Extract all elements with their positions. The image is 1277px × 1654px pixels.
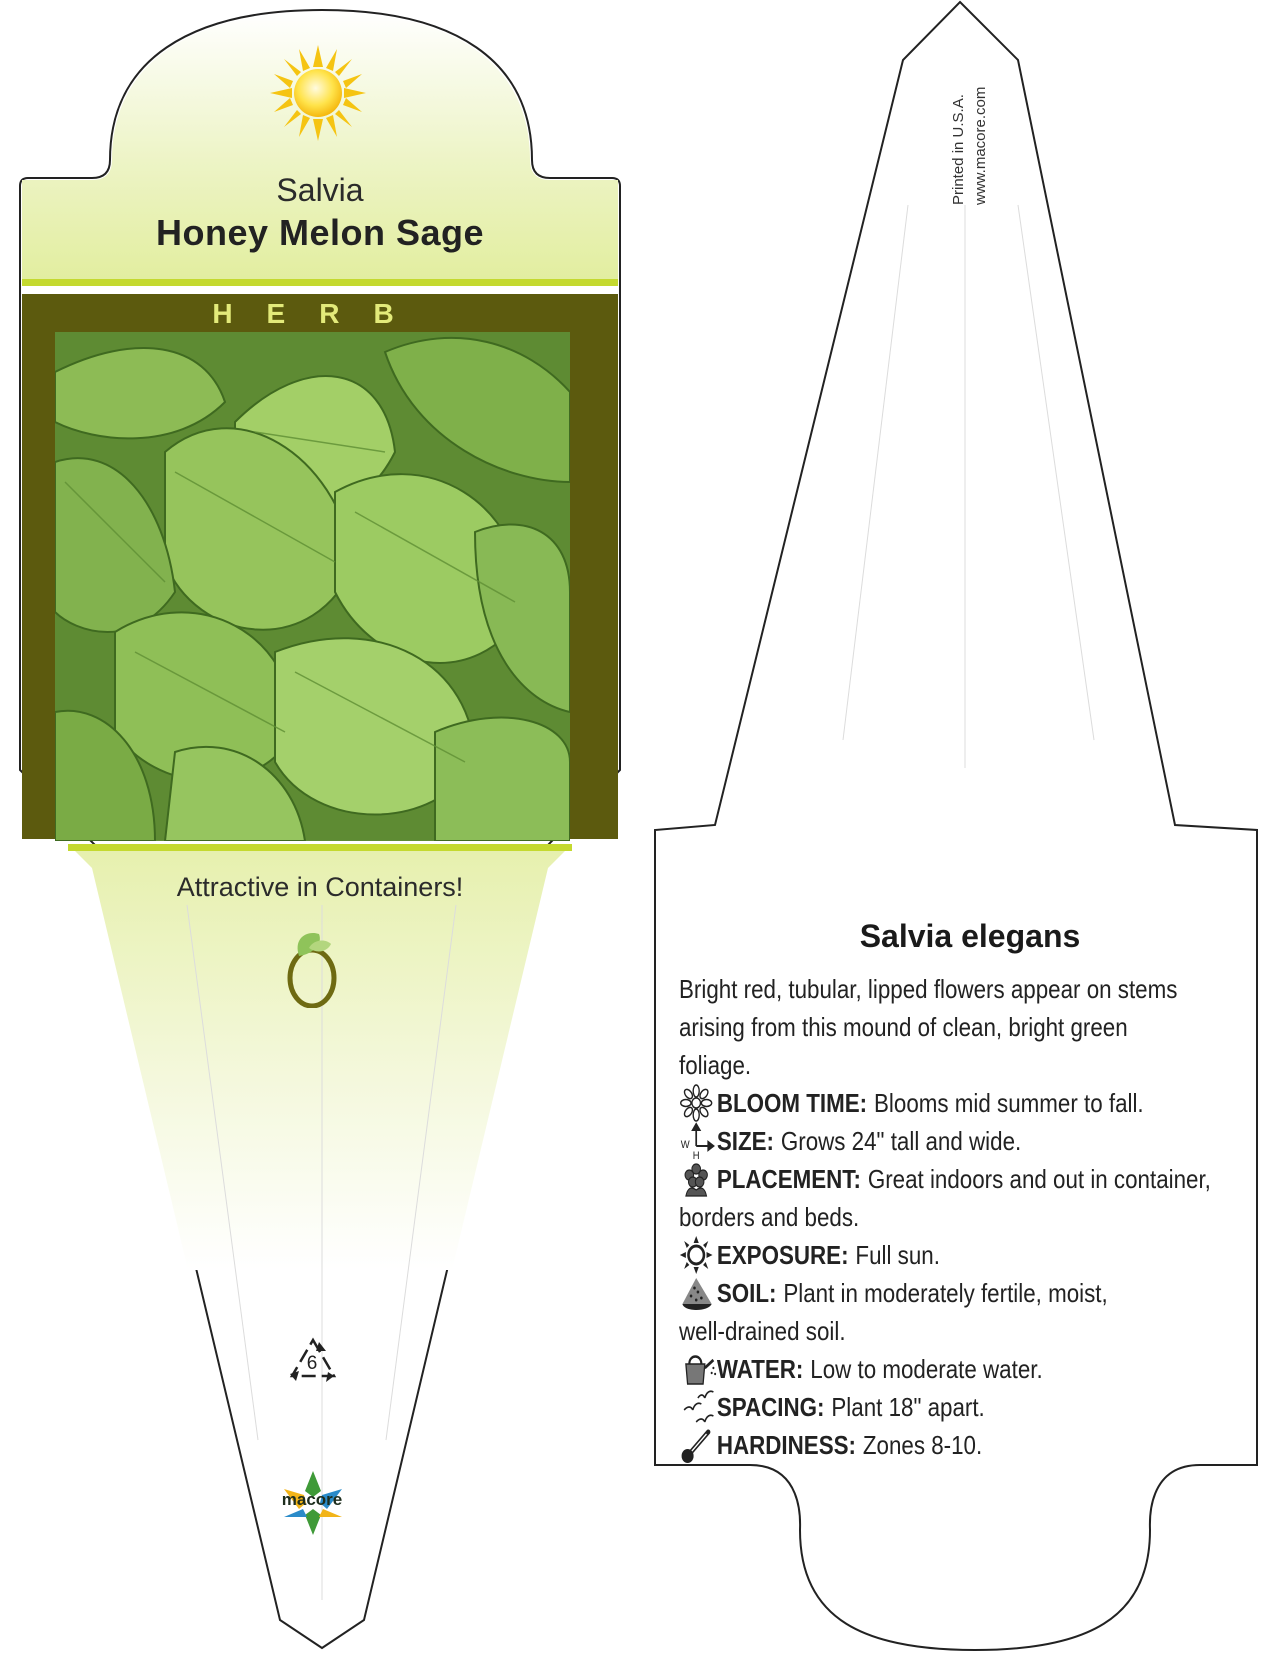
detail-value: Low to moderate water. bbox=[810, 1354, 1043, 1384]
detail-label: SIZE: bbox=[716, 1126, 774, 1156]
spacing-icon bbox=[679, 1388, 717, 1426]
brand-name: macore bbox=[281, 1490, 343, 1509]
detail-hardiness bbox=[679, 1426, 1247, 1464]
detail-label: HARDINESS: bbox=[716, 1430, 856, 1460]
detail-spacing bbox=[679, 1388, 1247, 1426]
detail-exposure bbox=[679, 1236, 1247, 1274]
plant-common-name: Honey Melon Sage bbox=[155, 212, 485, 253]
detail-water bbox=[679, 1350, 1247, 1388]
svg-text:W: W bbox=[680, 1139, 690, 1152]
detail-value: Plant 18" apart. bbox=[831, 1392, 985, 1422]
plant-genus: Salvia bbox=[276, 172, 364, 208]
sun-icon bbox=[268, 43, 368, 143]
detail-placement bbox=[679, 1160, 1247, 1198]
detail-value: Plant in moderately fertile, moist, bbox=[783, 1278, 1108, 1308]
detail-label: EXPOSURE: bbox=[716, 1240, 849, 1270]
size-icon bbox=[679, 1122, 717, 1160]
detail-value: Grows 24" tall and wide. bbox=[780, 1126, 1022, 1156]
website: www.macore.com bbox=[972, 86, 989, 205]
tagline: Attractive in Containers! bbox=[176, 872, 464, 902]
detail-label: BLOOM TIME: bbox=[716, 1088, 868, 1118]
placement-icon bbox=[679, 1160, 717, 1198]
detail-bloom-time bbox=[679, 1084, 1247, 1122]
printer-info bbox=[850, 25, 1050, 225]
water-icon bbox=[679, 1350, 717, 1388]
detail-value: Blooms mid summer to fall. bbox=[874, 1088, 1144, 1118]
detail-soil bbox=[679, 1274, 1247, 1312]
description: Bright red, tubular, lipped flowers appear on stems arising from this mound of clean, bright green foliage. bbox=[679, 974, 1178, 1080]
flower-icon bbox=[679, 1084, 717, 1122]
detail-label: PLACEMENT: bbox=[716, 1164, 861, 1194]
botanical-name: Salvia elegans bbox=[859, 918, 1081, 954]
detail-label: WATER: bbox=[716, 1354, 804, 1384]
detail-label: SOIL: bbox=[716, 1278, 777, 1308]
care-details bbox=[679, 970, 1247, 1464]
recycle-number: 6 bbox=[306, 1353, 318, 1374]
detail-continuation: borders and beds. bbox=[679, 1202, 860, 1232]
hardiness-icon bbox=[679, 1426, 717, 1464]
printed-in: Printed in U.S.A. bbox=[950, 94, 967, 205]
detail-value: Full sun. bbox=[855, 1240, 940, 1270]
exposure-icon bbox=[679, 1236, 717, 1274]
svg-text:H: H bbox=[692, 1150, 700, 1160]
detail-size bbox=[679, 1122, 1247, 1160]
container-icon bbox=[283, 928, 343, 1008]
plant-photo bbox=[55, 332, 570, 841]
soil-icon bbox=[679, 1274, 717, 1312]
detail-continuation: well-drained soil. bbox=[679, 1316, 846, 1346]
detail-value: Great indoors and out in container, bbox=[867, 1164, 1211, 1194]
detail-label: SPACING: bbox=[716, 1392, 825, 1422]
category-label: HERB bbox=[212, 298, 428, 329]
detail-value: Zones 8-10. bbox=[862, 1430, 983, 1460]
